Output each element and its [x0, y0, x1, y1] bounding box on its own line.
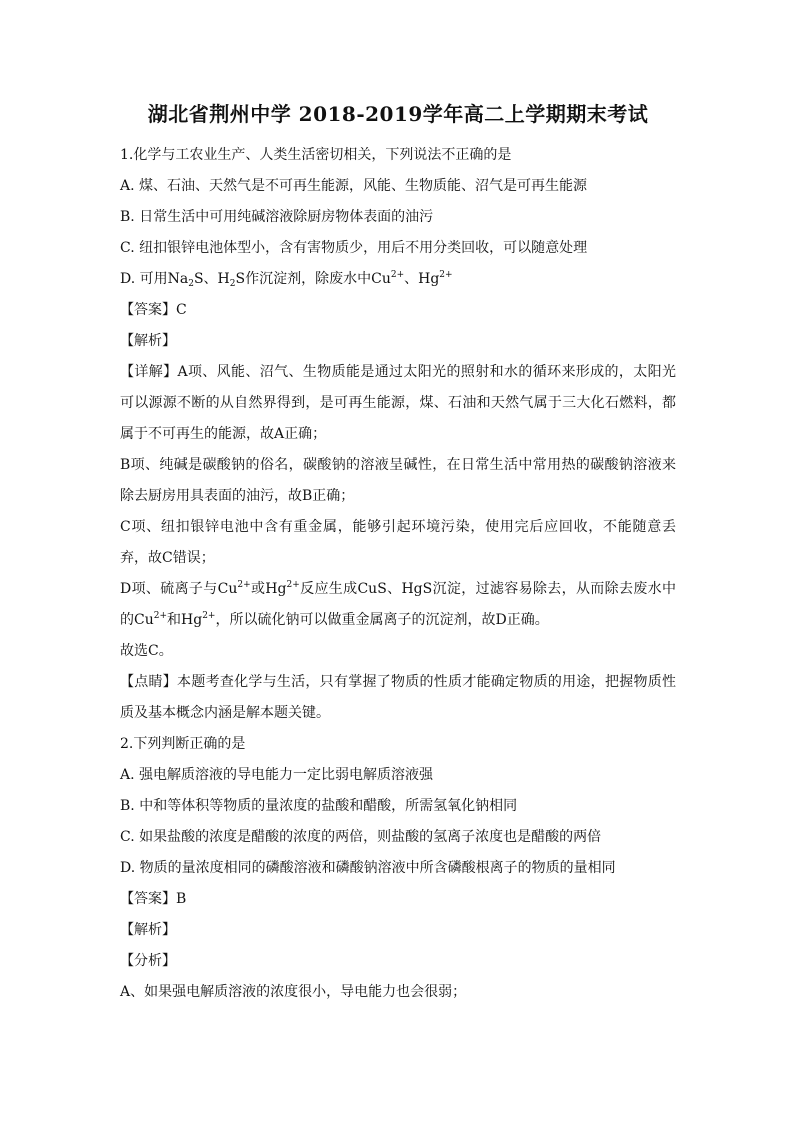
q1-option-d-sub: 2 [229, 279, 236, 289]
q1-option-d-text: 、Hg [404, 271, 440, 287]
q1-detail-a: 【详解】A项、风能、沼气、生物质能是通过太阳光的照射和水的循环来形成的，太阳光可以源源不断的从自然界得到，是可再生能源，煤、石油和天然气属于三大化石燃料，都属于不可再生的能源，故A正确； [120, 364, 676, 442]
q1-detail-d-sup: 2+ [153, 611, 168, 621]
q1-detail-d-text: ，所以硫化钠可以做重金属离子的沉淀剂，故D正确。 [215, 612, 549, 628]
q1-detail-d [120, 574, 676, 636]
document-title: 湖北省荆州中学 2018-2019学年高二上学期期末考试 [147, 102, 649, 126]
q2-analysis-subheading: 【分析】 [120, 953, 176, 969]
q2-option-d: D. 物质的量浓度相同的磷酸溶液和磷酸钠溶液中所含磷酸根离子的物质的量相同 [120, 860, 616, 876]
q2-answer: 【答案】B [120, 891, 187, 907]
q1-detail-d-text: 和Hg [167, 612, 203, 628]
q1-option-d-text: S、H [193, 271, 230, 287]
q1-comment: 【点睛】本题考查化学与生活，只有掌握了物质的性质才能确定物质的用途，把握物质性质及基本概念内涵是解本题关键。 [120, 674, 676, 721]
q1-stem: 1.化学与工农业生产、人类生活密切相关，下列说法不正确的是 [120, 147, 512, 163]
q1-detail-c: C项、纽扣银锌电池中含有重金属，能够引起环境污染，使用完后应回收，不能随意丢弃，故C错误； [120, 519, 676, 566]
q1-detail-d-text: D项、硫离子与Cu [120, 581, 238, 597]
q1-option-a: A. 煤、石油、天然气是不可再生能源，风能、生物质能、沼气是可再生能源 [120, 178, 588, 194]
q1-detail-d-sup: 2+ [237, 580, 251, 590]
q2-analysis-a: A、如果强电解质溶液的浓度很小，导电能力也会很弱； [120, 984, 467, 1000]
q2-option-b: B. 中和等体积等物质的量浓度的盐酸和醋酸，所需氢氧化钠相同 [120, 798, 518, 814]
q1-option-b: B. 日常生活中可用纯碱溶液除厨房物体表面的油污 [120, 209, 434, 225]
q1-option-d-sup: 2+ [390, 270, 405, 280]
q2-option-c: C. 如果盐酸的浓度是醋酸的浓度的两倍，则盐酸的氢离子浓度也是醋酸的两倍 [120, 829, 602, 845]
q1-detail-d-sup: 2+ [286, 580, 300, 590]
q1-option-d-sub: 2 [188, 279, 194, 289]
q1-option-c: C. 纽扣银锌电池体型小，含有害物质少，用后不用分类回收，可以随意处理 [120, 240, 588, 256]
q1-detail-d-text: 或Hg [250, 581, 287, 597]
q1-detail-b: B项、纯碱是碳酸钠的俗名，碳酸钠的溶液呈碱性，在日常生活中常用热的碳酸钠溶液来除去厨房用具表面的油污，故B正确； [120, 457, 676, 504]
q1-option-d-text: S作沉淀剂，除废水中Cu [235, 271, 391, 287]
q1-option-d [120, 264, 676, 295]
q2-analysis-heading: 【解析】 [120, 922, 176, 938]
q1-detail-d-text: 反应生成CuS、HgS沉淀，过滤容易除去，从而除去废水中的Cu [120, 581, 677, 628]
q1-answer: 【答案】C [120, 302, 187, 318]
q2-stem: 2.下列判断正确的是 [120, 736, 246, 752]
q2-option-a: A. 强电解质溶液的导电能力一定比弱电解质溶液强 [120, 767, 434, 783]
q1-choose: 故选C。 [120, 643, 173, 659]
q1-detail-d-sup: 2+ [202, 611, 216, 621]
q1-analysis-heading: 【解析】 [120, 333, 176, 349]
q1-option-d-sup: 2+ [439, 270, 453, 280]
q1-option-d-text: D. 可用Na [120, 271, 189, 287]
